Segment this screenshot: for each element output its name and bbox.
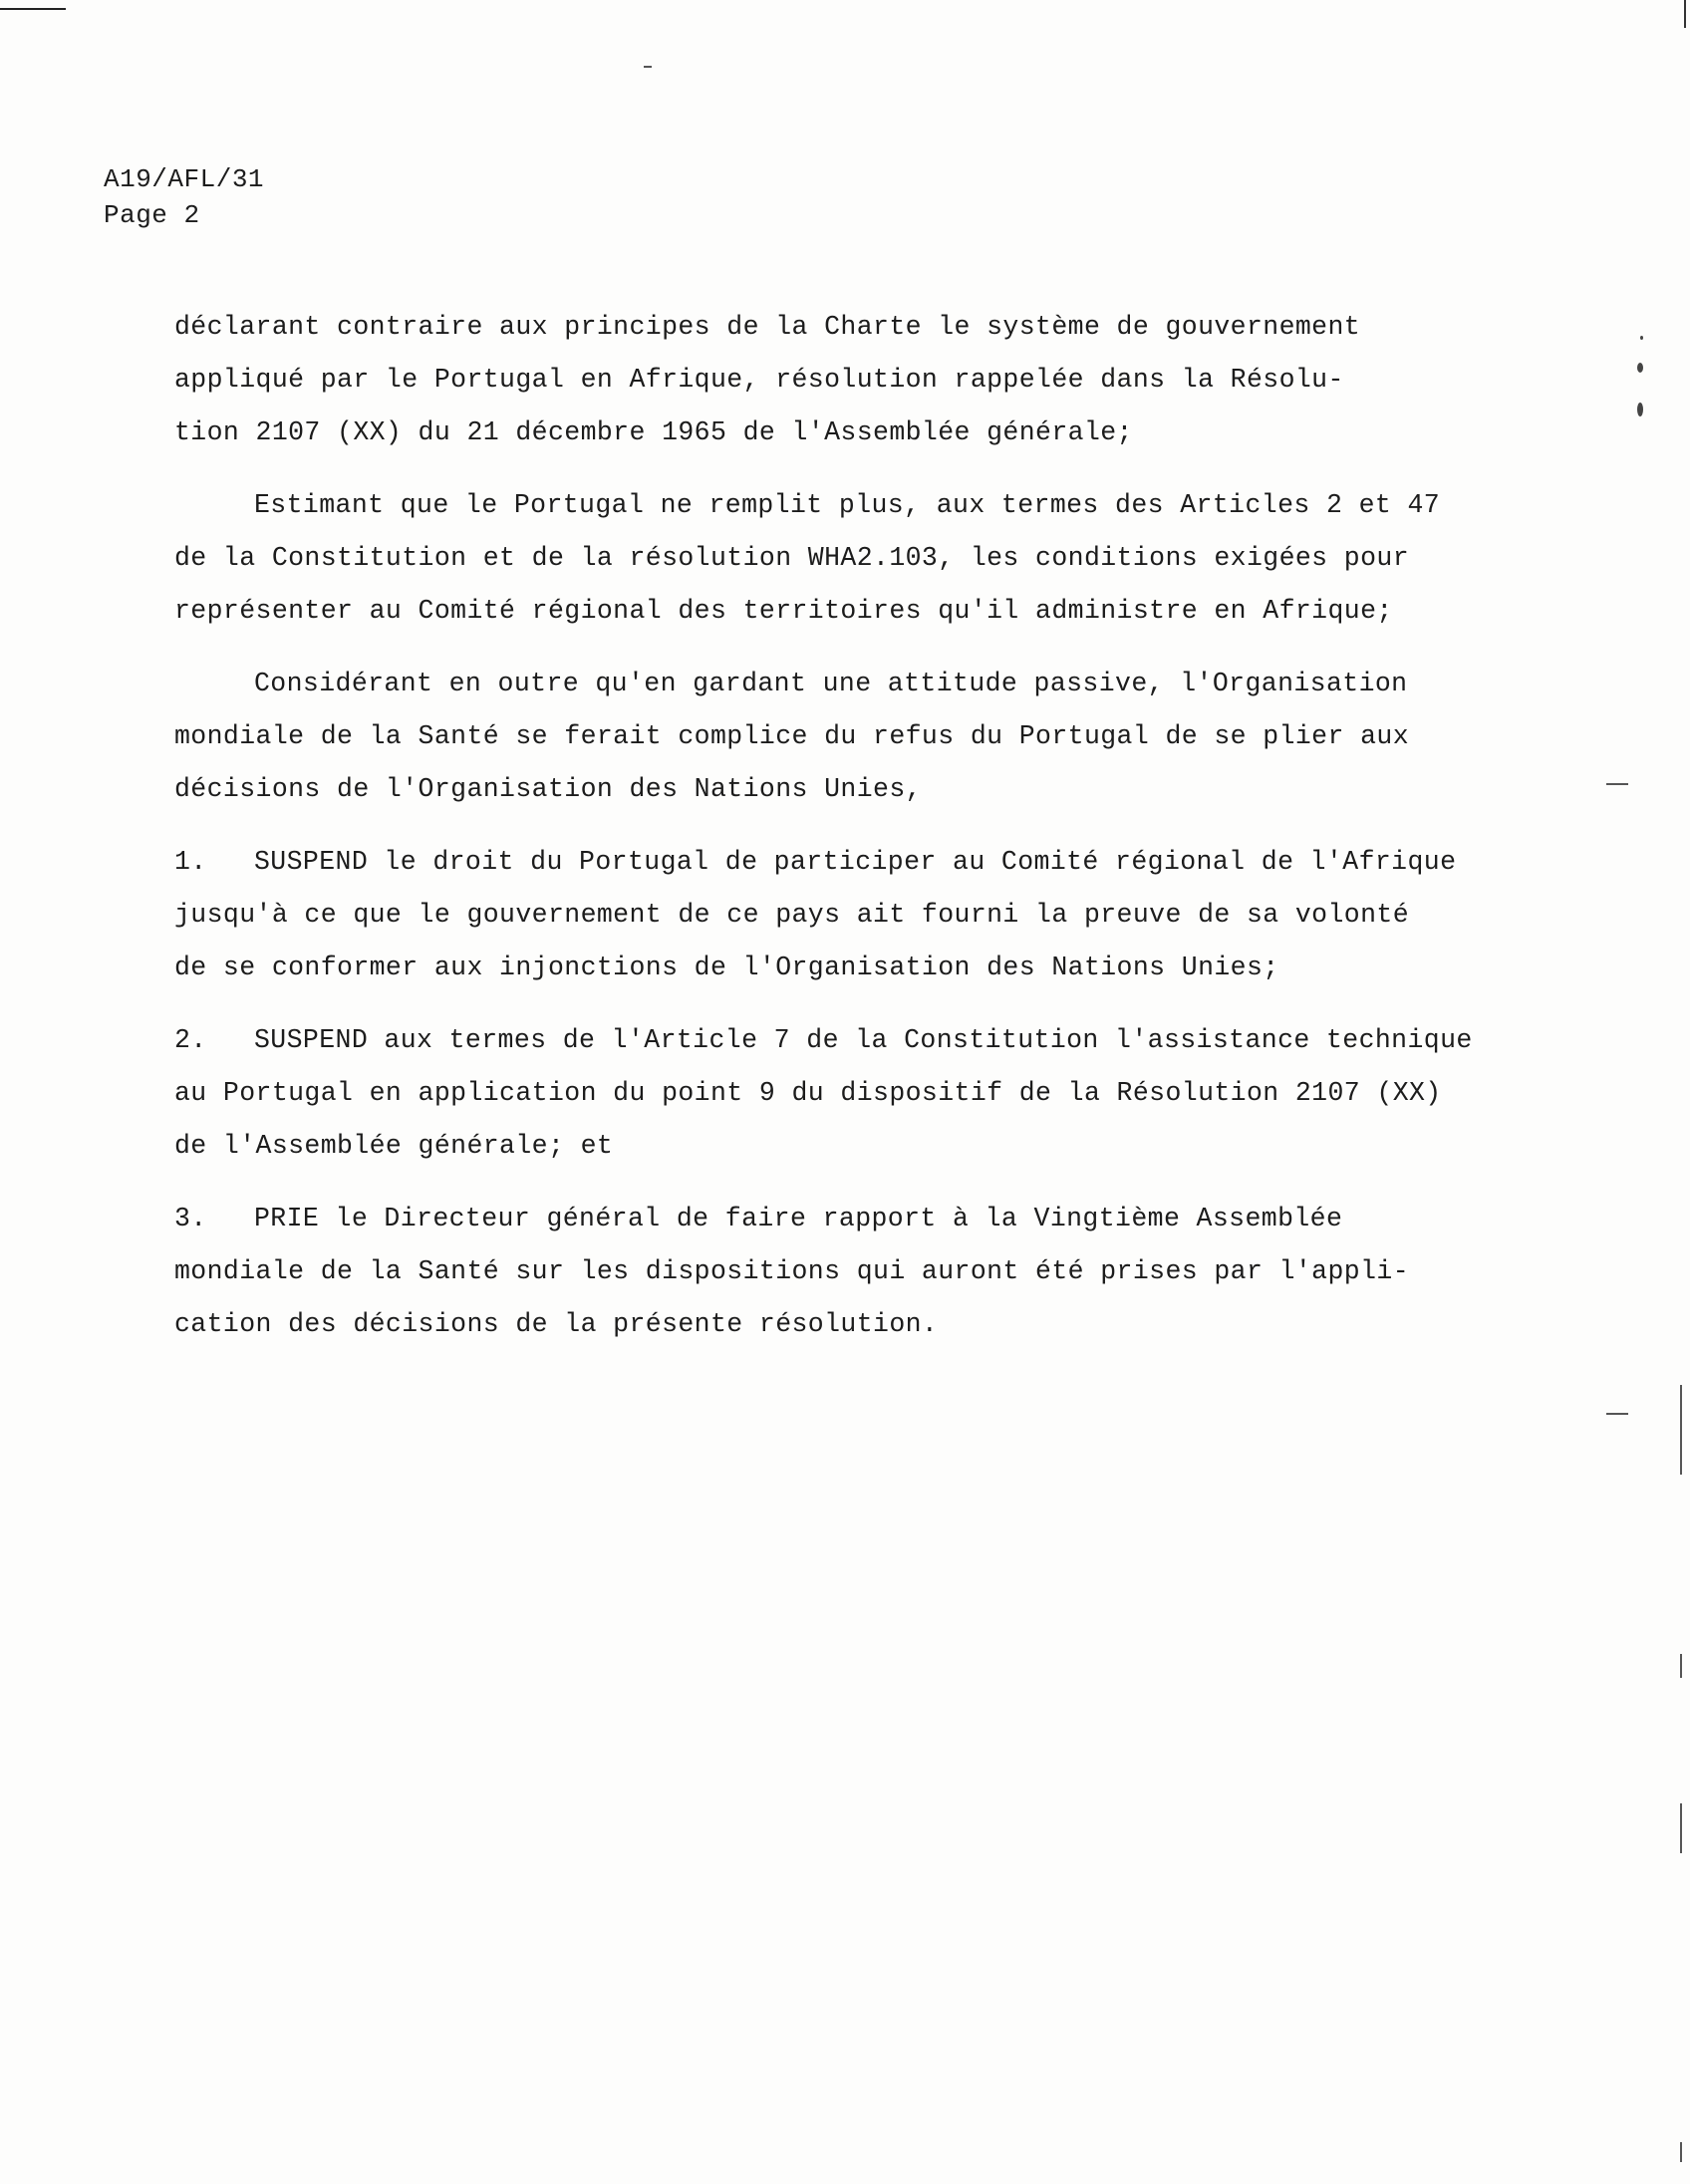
paragraph [174,301,1530,459]
scan-margin-line [1680,1654,1682,1678]
scan-edge-mark [1684,0,1686,28]
scan-speck [644,66,652,68]
scan-edge-mark [0,8,66,10]
text-line: déclarant contraire aux principes de la Charte le système de gouvernement [174,312,1361,342]
scan-speck [1637,403,1643,416]
item-number: 2. [174,1025,207,1055]
paragraph [174,479,1530,638]
text-line: appliqué par le Portugal en Afrique, résolution rappelée dans la Résolu- [174,365,1344,395]
numbered-item [174,1193,1530,1351]
item-number: 1. [174,847,207,877]
scan-speck [1606,1413,1628,1415]
text-line: mondiale de la Santé sur les dispositions qui auront été prises par l'appli- [174,1256,1409,1286]
document-header [104,161,264,233]
text-line: au Portugal en application du point 9 du dispositif de la Résolution 2107 (XX) [174,1078,1442,1108]
text-line: décisions de l'Organisation des Nations Unies, [174,774,922,804]
document-reference: A19/AFL/31 [104,164,265,194]
scan-margin-line [1680,1803,1682,1853]
text-line: de l'Assemblée générale; et [174,1131,614,1161]
text-line: jusqu'à ce que le gouvernement de ce pays ait fourni la preuve de sa volonté [174,900,1409,930]
scan-speck [1606,783,1628,785]
document-body [174,301,1530,1351]
numbered-item [174,1014,1530,1173]
text-line: tion 2107 (XX) du 21 décembre 1965 de l'Assemblée générale; [174,417,1133,447]
item-number: 3. [174,1204,207,1233]
text-line: Estimant que le Portugal ne remplit plus, aux termes des Articles 2 et 47 [254,490,1441,520]
text-line: SUSPEND le droit du Portugal de participer au Comité régional de l'Afrique [254,847,1457,877]
text-line: PRIE le Directeur général de faire rapport à la Vingtième Assemblée [254,1204,1343,1233]
scan-speck [1640,336,1643,340]
text-line: de la Constitution et de la résolution WHA2.103, les conditions exigées pour [174,543,1409,573]
text-line: de se conformer aux injonctions de l'Organisation des Nations Unies; [174,953,1279,982]
scan-speck [1637,363,1643,373]
page-number: Page 2 [104,200,200,230]
text-line: Considérant en outre qu'en gardant une attitude passive, l'Organisation [254,669,1408,698]
text-line: mondiale de la Santé se ferait complice du refus du Portugal de se plier aux [174,721,1409,751]
text-line: représenter au Comité régional des territoires qu'il administre en Afrique; [174,596,1393,626]
text-line: cation des décisions de la présente résolution. [174,1309,939,1339]
text-line: SUSPEND aux termes de l'Article 7 de la Constitution l'assistance technique [254,1025,1473,1055]
numbered-item [174,836,1530,994]
paragraph [174,658,1530,816]
scan-margin-line [1680,1385,1682,1475]
scan-margin-line [1680,2142,1682,2162]
